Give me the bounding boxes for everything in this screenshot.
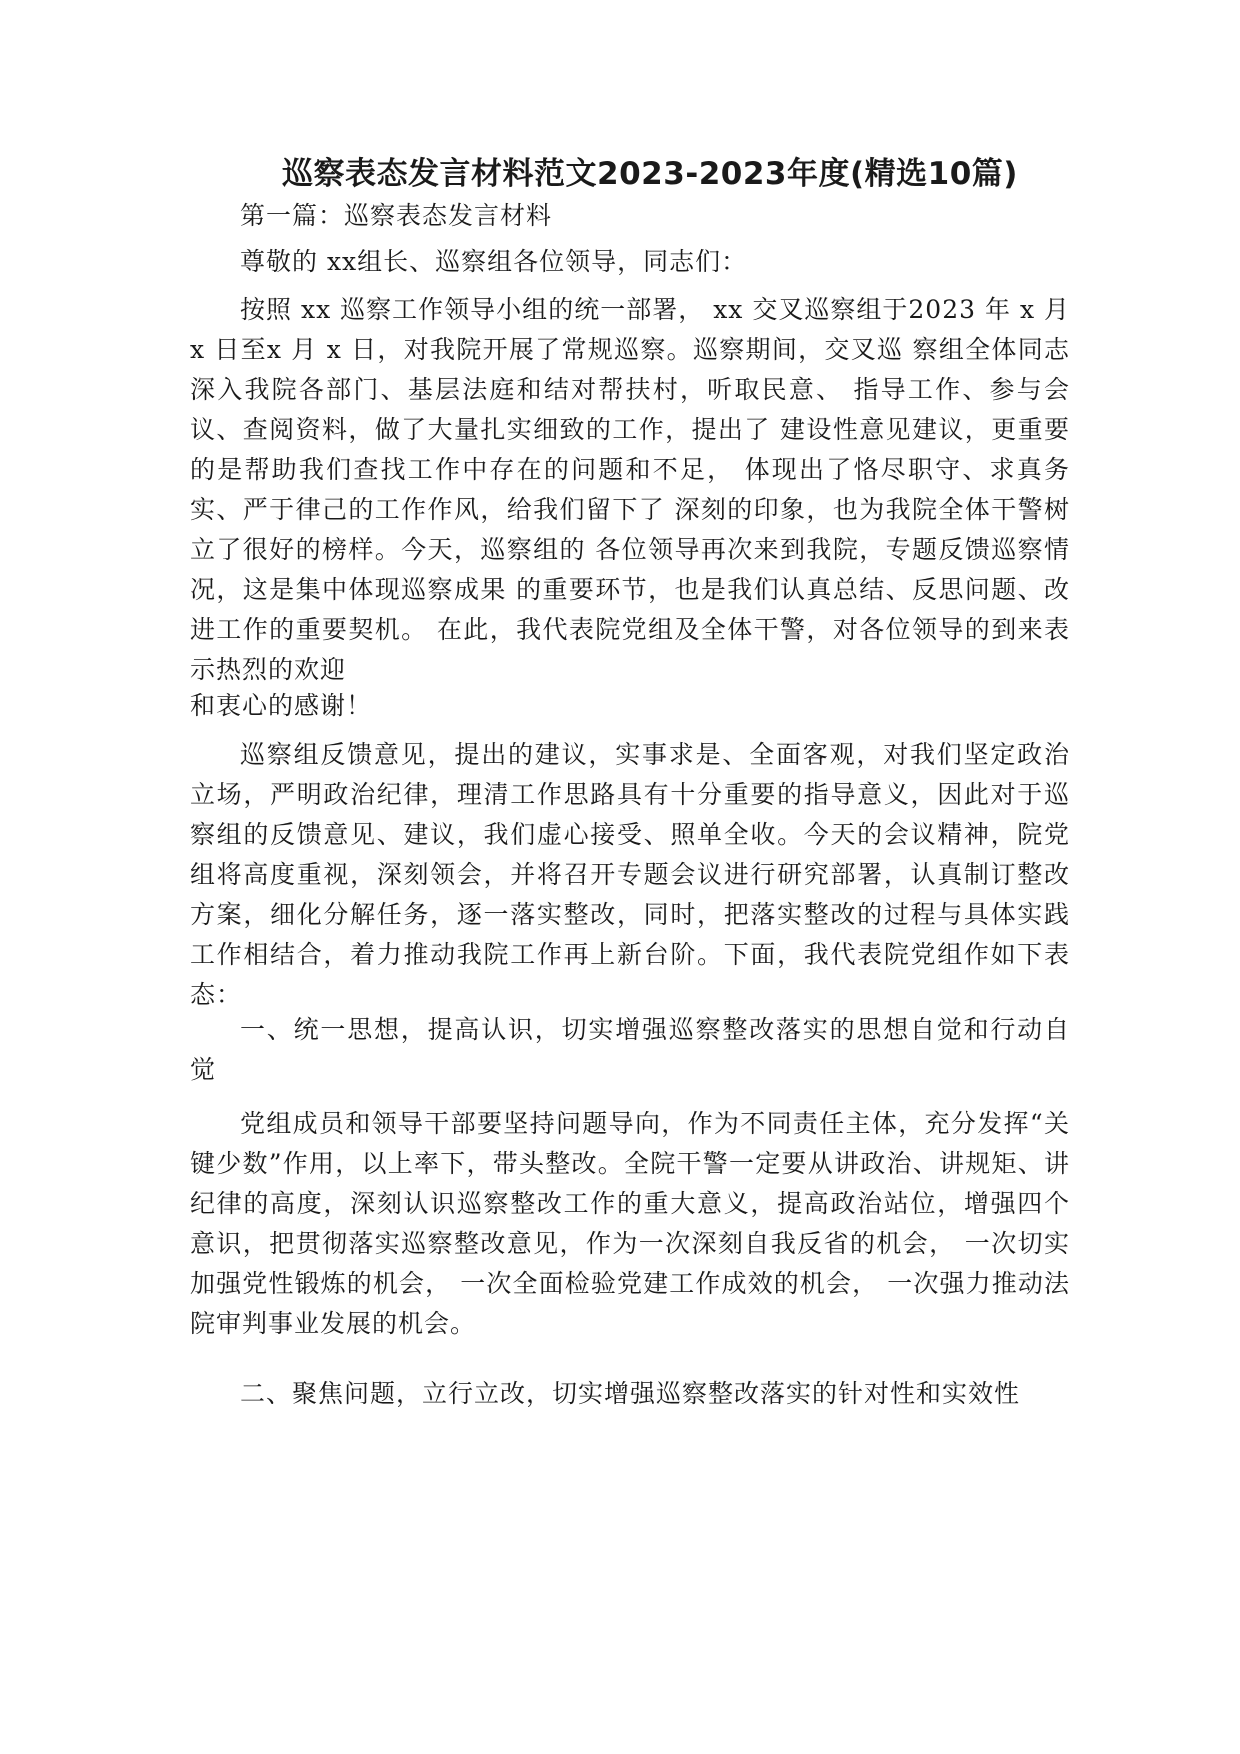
document-title: 巡察表态发言材料范文2023-2023年度(精选10篇) (282, 156, 1018, 192)
paragraph-2: 巡察组反馈意见，提出的建议，实事求是、全面客观，对我们坚定政治立场，严明政治纪律，理清工作思路具有十分重要的指导意义，因此对于巡察组的反馈意见、建议，我们虚心接受、照单全收。今天的会议精神，院党组将高度重视，深刻领会，并将召开专题会议进行研究部署，认真制订整改方案，细化分解任务，逐一落实整改，同时，把落实整改的过程与具体实践工作相结合，着力推动我院工作再上新台阶。下面，我代表院党组作如下表态： (190, 740, 1070, 1009)
heading-one: 一、统一思想，提高认识，切实增强巡察整改落实的思想自觉和行动自觉 (190, 1015, 1070, 1084)
salutation: 尊敬的 xx组长、巡察组各位领导，同志们： (240, 247, 748, 276)
section-heading: 第一篇：巡察表态发言材料 (240, 201, 553, 230)
paragraph-3: 党组成员和领导干部要坚持问题导向，作为不同责任主体，充分发挥“关键少数”作用，以上率下，带头整改。全院干警一定要从讲政治、讲规矩、讲纪律的高度，深刻认识巡察整改工作的重大意义，提高政治站位，增强四个意识，把贯彻落实巡察整改意见，作为一次深刻自我反省的机会， 一次切实加强党性锻炼的机会， 一次全面检验党建工作成效的机会， 一次强力推动法院审判事业发展的机会。 (190, 1109, 1070, 1338)
paragraph-1-end: 和衷心的感谢！ (190, 691, 373, 720)
heading-two: 二、聚焦问题，立行立改，切实增强巡察整改落实的针对性和实效性 (240, 1379, 1021, 1408)
paragraph-1: 按照 xx 巡察工作领导小组的统一部署， xx 交叉巡察组于2023 年 x 月 x 日至x 月 x 日，对我院开展了常规巡察。巡察期间，交叉巡 察组全体同志深入我院各部门、基层法庭和结对帮扶村，听取民意、 指导工作、参与会议、查阅资料，做了大量扎实细致的工作，提出了 建设性意见建议，更重要的是帮助我们查找工作中存在的问题和不足， 体现出了恪尽职守、求真务实、严于律己的工作作风，给我们留下了 深刻的印象，也为我院全体干警树立了很好的榜样。今天，巡察组的 各位领导再次来到我院，专题反馈巡察情况，这是集中体现巡察成果 的重要环节，也是我们认真总结、反思问题、改进工作的重要契机。 在此，我代表院党组及全体干警，对各位领导的到来表示热烈的欢迎 (190, 295, 1070, 684)
